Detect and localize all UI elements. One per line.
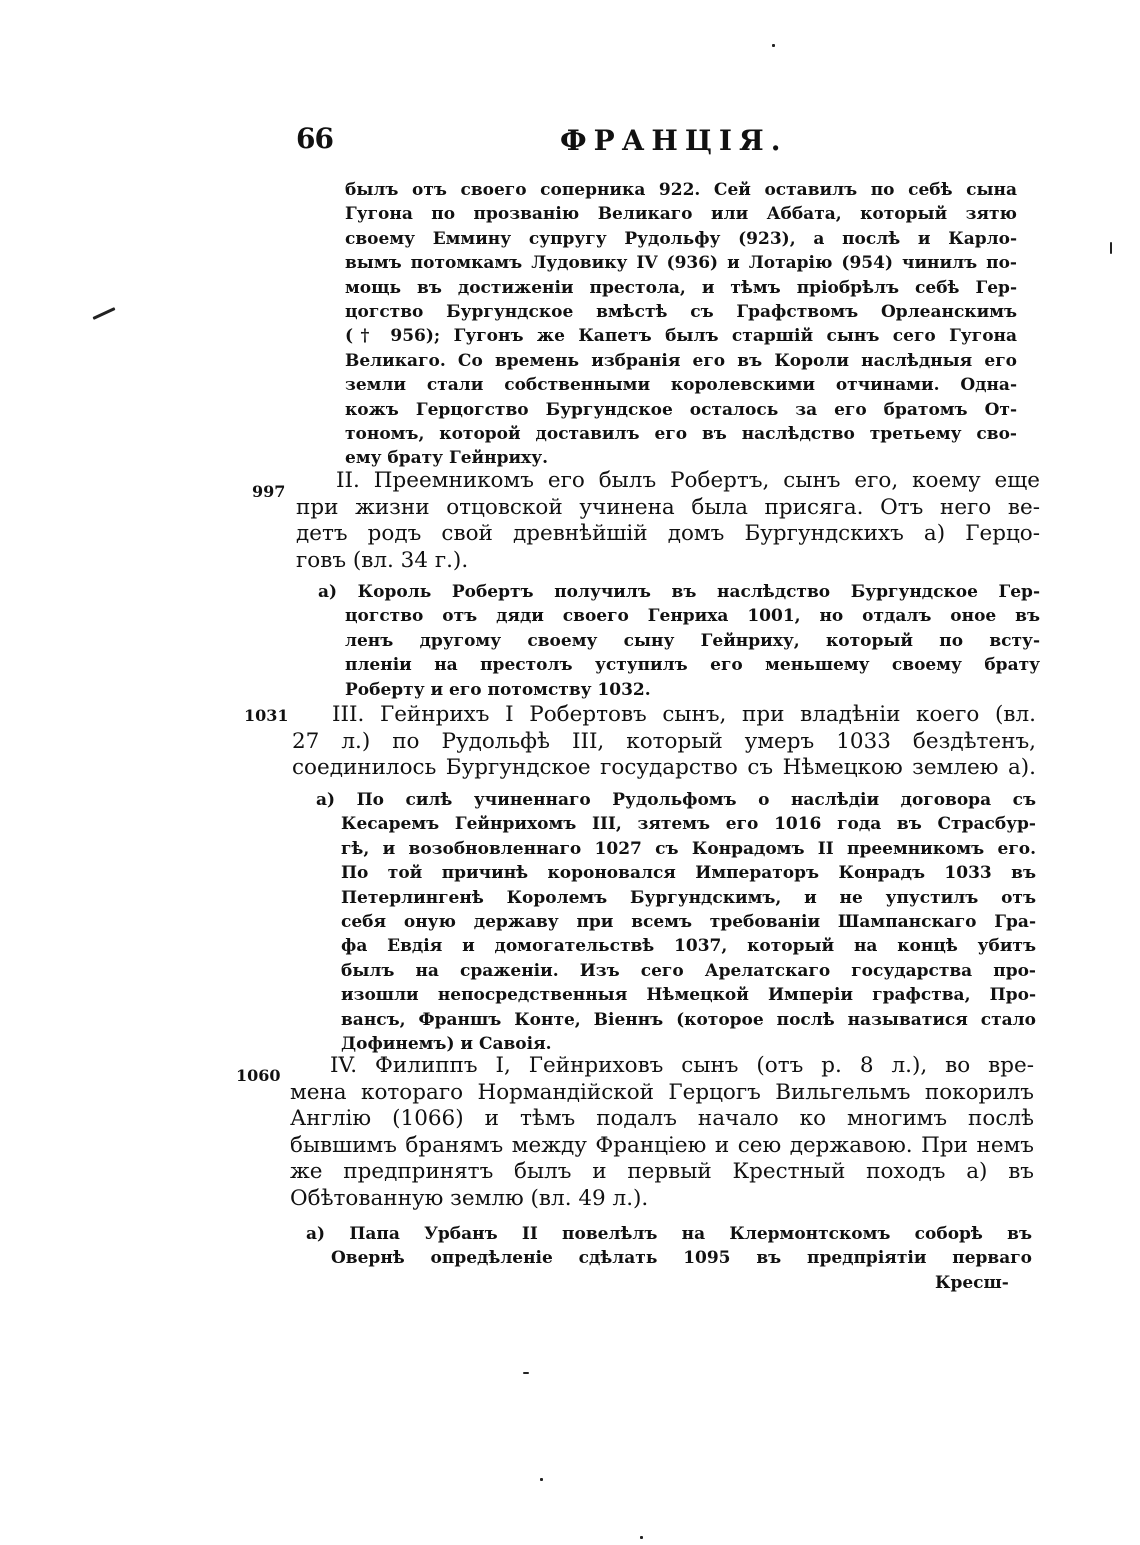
text-line: пленіи на престолъ уступилъ его меньшему своему брату [345, 655, 1040, 676]
catchword: Кресш- [935, 1273, 1009, 1293]
text-line: бывшимъ бранямъ между Франціею и сею державою. При немъ [290, 1132, 1034, 1158]
text-line: гѣ, и возобновленнаго 1027 съ Конрадомъ II преемникомъ его. [341, 838, 1036, 859]
text-line: мощь въ достиженіи престола, и тѣмъ пріобрѣлъ себѣ Гер- [345, 277, 1017, 298]
text-line: Великаго. Со времень избранія его въ Короли наслѣдныя его [345, 350, 1017, 371]
text-line: ему брату Гейнриху. [345, 448, 548, 469]
text-line: а) Папа Урбанъ II повелѣлъ на Клермонтскомъ соборѣ въ [306, 1224, 1032, 1244]
text-line: III. Гейнрихъ I Робертовъ сынъ, при владѣніи коего (вл. [332, 702, 1036, 727]
scan-speck [523, 1372, 529, 1374]
text-line: изошли непосредственныя Нѣмецкой Имперіи графства, Про- [341, 985, 1036, 1006]
text-line: своему Еммину супругу Рудольфу (923), а послѣ и Карло- [345, 228, 1017, 249]
text-line: Дофинемъ) и Савоія. [341, 1034, 552, 1055]
text-line: кожъ Герцогство Бургундское осталось за его братомъ От- [345, 399, 1017, 420]
paragraph-continuation [345, 178, 1017, 471]
text-line: II. Преемникомъ его былъ Робертъ, сынъ его, коему еще [336, 468, 1040, 493]
text-line: По той причинѣ короновался Императоръ Конрадъ 1033 въ [341, 863, 1036, 884]
scan-speck [92, 307, 115, 320]
text-line: детъ родъ свой древнѣйшій домъ Бургундскихъ а) Герцо- [296, 521, 1040, 546]
text-line: же предпринятъ былъ и первый Крестный походъ а) въ [290, 1159, 1034, 1184]
text-line: а) По силѣ учиненнаго Рудольфомъ о наслѣдіи договора съ [316, 790, 1036, 810]
text-line: Гугона по прозванію Великаго или Аббата, который зятю [345, 204, 1017, 225]
text-line: а) Король Робертъ получилъ въ наслѣдство Бургундское Гер- [318, 582, 1040, 602]
text-line: ленъ другому своему сыну Гейнриху, который по всту- [345, 630, 1040, 651]
text-line: тономъ, которой доставилъ его въ наслѣдство третьему сво- [345, 424, 1017, 445]
text-line: себя оную державу при всемъ требованіи Шампанскаго Гра- [341, 912, 1036, 933]
running-head: ФРАНЦІЯ. [560, 124, 788, 157]
text-line: при жизни отцовской учинена была присяга. Отъ него ве- [296, 494, 1040, 520]
footnote-iii [316, 788, 1036, 1056]
margin-year: 997 [252, 482, 286, 501]
footnote-iv [306, 1222, 1032, 1271]
text-line: вансъ, Франшъ Конте, Віеннъ (которое послѣ называтися стало [341, 1009, 1036, 1030]
margin-year: 1060 [236, 1066, 281, 1085]
text-line: былъ отъ своего соперника 922. Сей оставилъ по себѣ сына [345, 180, 1017, 200]
footnote-ii [318, 580, 1040, 702]
scan-speck [772, 44, 775, 47]
text-line: былъ на сраженіи. Изъ сего Арелатскаго государства про- [341, 960, 1036, 981]
text-line: говъ (вл. 34 г.). [296, 547, 469, 573]
text-line: цогство отъ дяди своего Генриха 1001, но отдалъ оное въ [345, 606, 1040, 627]
scan-speck [540, 1478, 543, 1481]
text-line: вымъ потомкамъ Лудовику IV (936) и Лотарію (954) чинилъ по- [345, 253, 1017, 274]
text-line: IV. Филиппъ I, Гейнриховъ сынъ (отъ р. 8 л.), во вре- [330, 1053, 1034, 1078]
text-line: фа Евдія и домогательствѣ 1037, который на концѣ убитъ [341, 936, 1036, 957]
text-line: соединилось Бургундское государство съ Нѣмецкою землею а). [292, 755, 1036, 780]
scan-speck [1110, 242, 1112, 254]
page-number: 66 [296, 122, 333, 155]
page-header [292, 118, 1052, 162]
text-line: Кесаремъ Гейнрихомъ III, зятемъ его 1016 года въ Страсбур- [341, 814, 1036, 835]
text-line: цогство Бургундское вмѣстѣ съ Графствомъ Орлеанскимъ [345, 302, 1017, 323]
text-line: († 956); Гугонъ же Капетъ былъ старшій сынъ сего Гугона [345, 326, 1017, 347]
section-iv [290, 1053, 1034, 1212]
text-line: Обѣтованную землю (вл. 49 л.). [290, 1185, 649, 1211]
text-line: 27 л.) по Рудольфѣ III, который умеръ 1033 бездѣтенъ, [292, 728, 1036, 754]
text-line: Роберту и его потомству 1032. [345, 679, 651, 700]
section-iii [292, 702, 1036, 782]
section-ii [296, 468, 1040, 574]
text-line: Овернѣ опредѣленіе сдѣлать 1095 въ предпріятіи перваго [331, 1248, 1032, 1269]
scan-speck [640, 1536, 643, 1539]
margin-year: 1031 [244, 706, 289, 725]
text-line: Англію (1066) и тѣмъ подалъ начало ко многимъ послѣ [290, 1106, 1034, 1131]
text-line: Петерлингенѣ Королемъ Бургундскимъ, и не упустилъ отъ [341, 887, 1036, 908]
text-line: земли стали собственными королевскими отчинами. Одна- [345, 375, 1017, 396]
text-line: мена котораго Нормандійской Герцогъ Вильгельмъ покорилъ [290, 1079, 1034, 1105]
